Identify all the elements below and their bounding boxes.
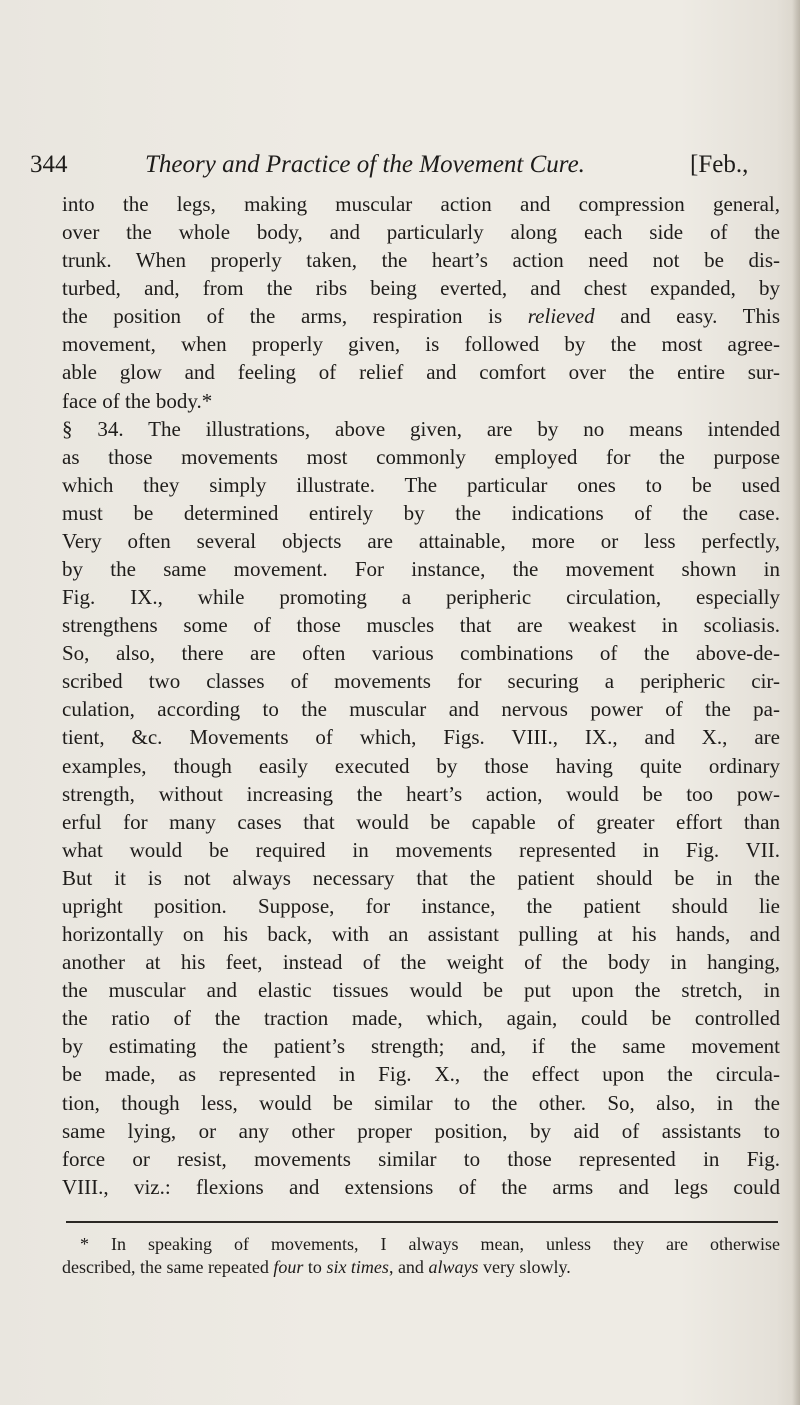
text-line: by estimating the patient’s strength; and, if the same movement — [62, 1034, 780, 1059]
text-line: tient, &c. Movements of which, Figs. VIII., IX., and X., are — [62, 725, 780, 750]
text-line: Very often several objects are attainable, more or less perfectly, — [62, 528, 780, 553]
footnote-rule — [66, 1221, 778, 1223]
text-line: strengthens some of those muscles that are weakest in scoliasis. — [62, 613, 780, 638]
footnote-line: * In speaking of movements, I always mean, unless they are otherwise — [80, 1234, 780, 1254]
text-line: tion, though less, would be similar to the other. So, also, in the — [62, 1090, 780, 1115]
footnote-emphasis: always — [428, 1257, 479, 1277]
text-line: same lying, or any other proper position, by aid of assistants to — [62, 1118, 780, 1143]
footnote-line — [62, 1256, 780, 1279]
footnote-text: to — [303, 1257, 327, 1277]
text-line: strength, without increasing the heart’s action, would be too pow- — [62, 781, 780, 806]
page-number: 344 — [30, 151, 68, 178]
footnote-text: very slowly. — [478, 1257, 571, 1277]
text-line: culation, according to the muscular and nervous power of the pa- — [62, 697, 780, 722]
text-line: So, also, there are often various combinations of the above-de- — [62, 641, 780, 666]
text-line: which they simply illustrate. The particular ones to be used — [62, 472, 780, 497]
text-line: horizontally on his back, with an assistant pulling at his hands, and — [62, 922, 780, 947]
text-line: erful for many cases that would be capable of greater effort than — [62, 809, 780, 834]
text-line: must be determined entirely by the indications of the case. — [62, 500, 780, 525]
text-line: face of the body.* — [62, 388, 213, 413]
footnote-text: described, the same repeated — [62, 1257, 274, 1277]
text-line: upright position. Suppose, for instance, the patient should lie — [62, 893, 780, 918]
running-date: [Feb., — [690, 151, 749, 178]
text-line: examples, though easily executed by those having quite ordinary — [62, 753, 780, 778]
text-line: by the same movement. For instance, the movement shown in — [62, 557, 780, 582]
text-line: § 34. The illustrations, above given, are by no means intended — [62, 416, 780, 441]
text-line: the muscular and elastic tissues would be put upon the stretch, in — [62, 978, 780, 1003]
text-line: the ratio of the traction made, which, again, could be controlled — [62, 1006, 780, 1031]
footnote-emphasis: four — [273, 1257, 304, 1277]
running-head — [30, 147, 770, 183]
body-text — [62, 190, 780, 1201]
text-line: But it is not always necessary that the patient should be in the — [62, 865, 780, 890]
text-line: as those movements most commonly employed for the purpose — [62, 444, 780, 469]
footnote — [62, 1233, 780, 1279]
text-line: movement, when properly given, is followed by the most agree- — [62, 332, 780, 357]
text-line: over the whole body, and particularly along each side of the — [62, 220, 780, 245]
text-line: VIII., viz.: flexions and extensions of the arms and legs could — [62, 1174, 780, 1199]
page-edge-shadow — [792, 0, 800, 1405]
text-line: force or resist, movements similar to those represented in Fig. — [62, 1146, 780, 1171]
text-line: the position of the arms, respiration is relieved and easy. This — [62, 304, 780, 329]
text-line: able glow and feeling of relief and comfort over the entire sur- — [62, 360, 780, 385]
footnote-emphasis: six times — [326, 1257, 389, 1277]
text-line: scribed two classes of movements for securing a peripheric cir- — [62, 669, 780, 694]
text-line: what would be required in movements represented in Fig. VII. — [62, 837, 780, 862]
text-line: another at his feet, instead of the weight of the body in hanging, — [62, 950, 780, 975]
text-line: into the legs, making muscular action and compression general, — [62, 192, 780, 216]
emphasis-word: relieved — [527, 304, 595, 329]
footnote-text: , and — [388, 1257, 429, 1277]
text-line: be made, as represented in Fig. X., the effect upon the circula- — [62, 1062, 780, 1087]
text-line: trunk. When properly taken, the heart’s action need not be dis- — [62, 248, 780, 273]
text-line: Fig. IX., while promoting a peripheric circulation, especially — [62, 585, 780, 610]
text-line: turbed, and, from the ribs being everted, and chest expanded, by — [62, 276, 780, 301]
running-title: Theory and Practice of the Movement Cure. — [145, 151, 585, 178]
